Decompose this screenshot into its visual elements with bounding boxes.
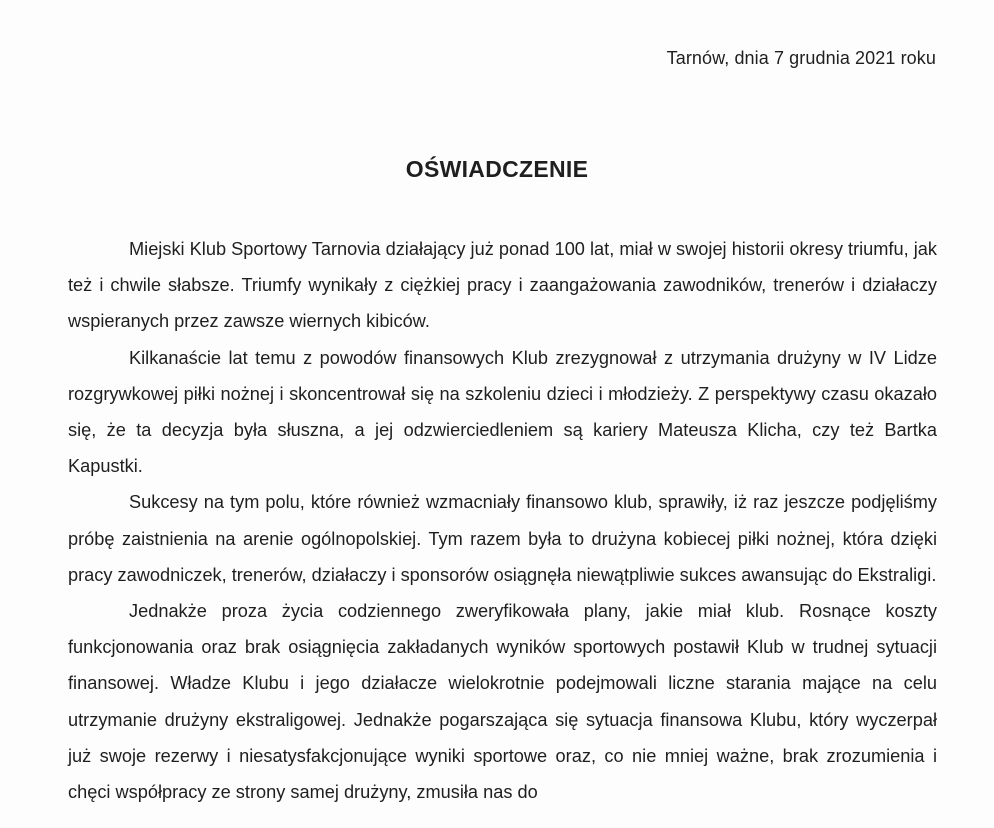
paragraph-4: Jednakże proza życia codziennego zweryfikowała plany, jakie miał klub. Rosnące koszty funkcjonowania oraz brak osiągnięcia zakładanych wyników sportowych postawił Klub w trudnej sytuacji finansowej. Władze Klubu i jego działacze wielokrotnie podejmowali liczne starania mające na celu utrzymanie drużyny ekstraligowej. Jednakże pogarszająca się sytuacja finansowa Klubu, który wyczerpał już swoje rezerwy i niesatysfakcjonujące wyniki sportowe oraz, co nie mniej ważne, brak zrozumienia i chęci współpracy ze strony samej drużyny, zmusiła nas do <box>68 601 937 803</box>
paragraph-1: Miejski Klub Sportowy Tarnovia działający już ponad 100 lat, miał w swojej historii okresy triumfu, jak też i chwile słabsze. Triumfy wynikały z ciężkiej pracy i zaangażowania zawodników, trenerów i działaczy wspieranych przez zawsze wiernych kibiców. <box>68 239 937 332</box>
paragraph-2: Kilkanaście lat temu z powodów finansowych Klub zrezygnował z utrzymania drużyny w IV Lidze rozgrywkowej piłki nożnej i skoncentrował się na szkoleniu dzieci i młodzieży. Z perspektywy czasu okazało się, że ta decyzja była słuszna, a jej odzwierciedleniem są kariery Mateusza Klicha, czy też Bartka Kapustki. <box>68 347 937 477</box>
document-body <box>68 231 937 810</box>
paragraph-3: Sukcesy na tym polu, które również wzmacniały finansowo klub, sprawiły, iż raz jeszcze podjęliśmy próbę zaistnienia na arenie ogólnopolskiej. Tym razem była to drużyna kobiecej piłki nożnej, która dzięki pracy zawodniczek, trenerów, działaczy i sponsorów osiągnęła niewątpliwie sukces awansując do Ekstraligi. <box>68 492 937 585</box>
place-date: Tarnów, dnia 7 grudnia 2021 roku <box>666 48 936 68</box>
document-title: OŚWIADCZENIE <box>405 156 589 182</box>
